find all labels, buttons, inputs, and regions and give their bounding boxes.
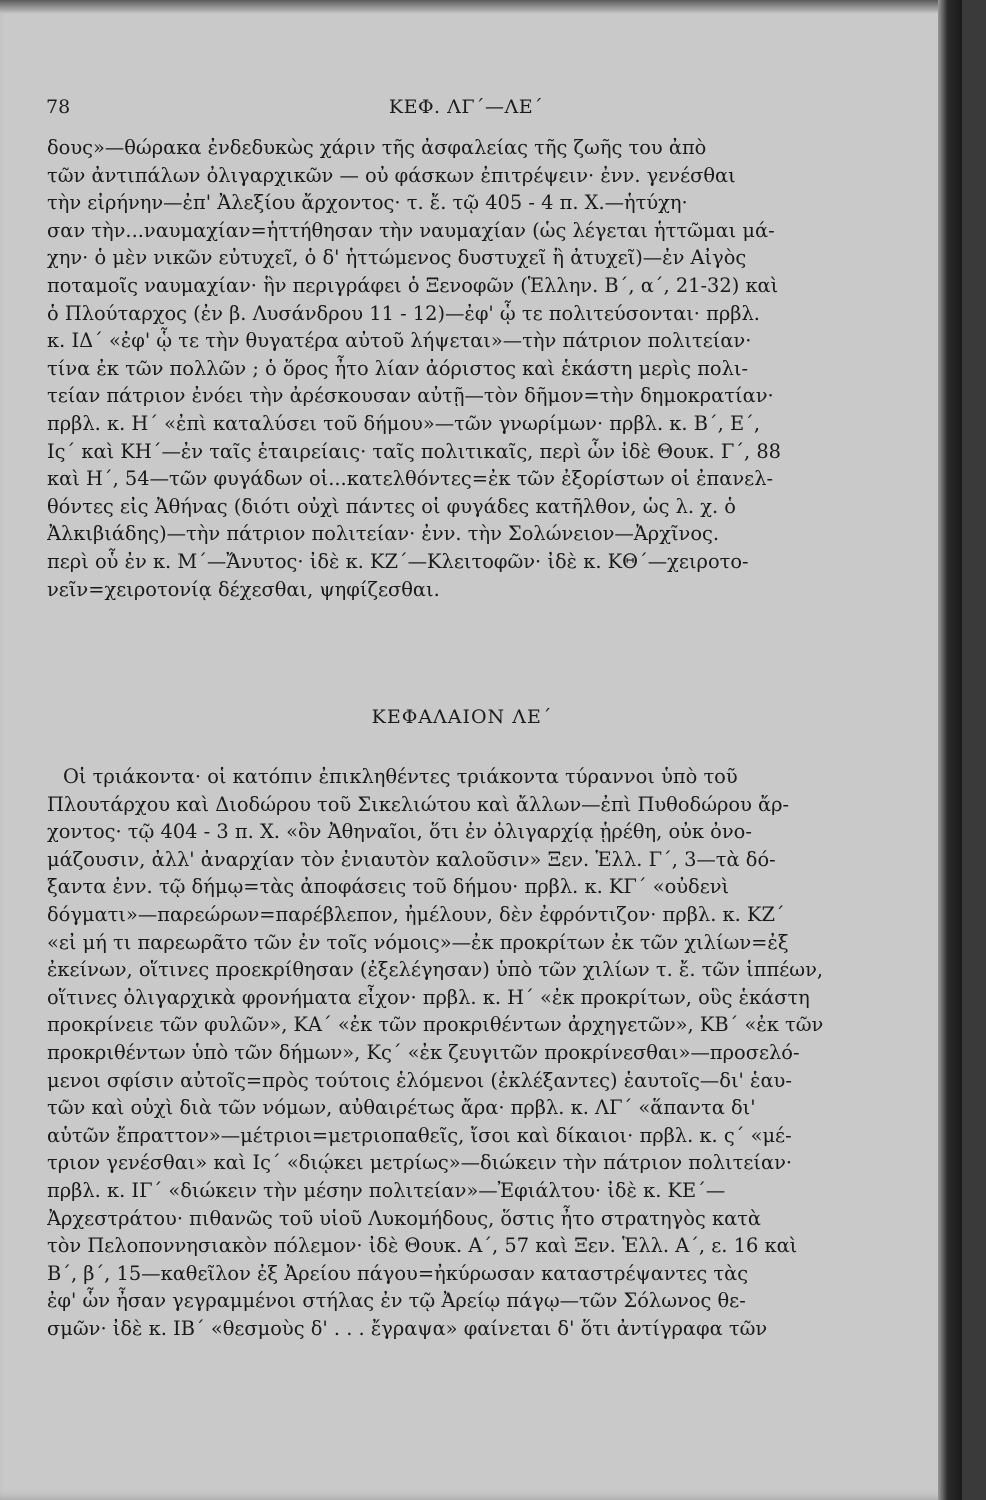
commentary-block-chapter-33: [47, 134, 877, 603]
text-line: νεῖν=χειροτονίᾳ δέχεσθαι, ψηφίζεσθαι.: [47, 577, 440, 601]
text-line: κ. ΙΔ΄ «ἐφ' ᾧ τε τὴν θυγατέρα αὐτοῦ λήψεται»—τὴν πάτριον πολιτείαν·: [47, 329, 752, 353]
text-line: μενοι σφίσιν αὐτοῖς=πρὸς τούτοις ἑλόμενοι (ἐκλέξαντες) ἑαυτοῖς—δι' ἑαυ-: [47, 1068, 792, 1092]
text-line: «εἰ μή τι παρεωρᾶτο τῶν ἐν τοῖς νόμοις»—ἐκ προκρίτων ἐκ τῶν χιλίων=ἐξ: [47, 930, 789, 954]
text-line: οἵτινες ὀλιγαρχικὰ φρονήματα εἶχον· πρβλ. κ. Η΄ «ἐκ προκρίτων, οὓς ἑκάστη: [47, 985, 810, 1009]
text-line: τὸν Πελοποννησιακὸν πόλεμον· ἰδὲ Θουκ. Α΄, 57 καὶ Ξεν. Ἑλλ. Α΄, ε. 16 καὶ: [47, 1234, 798, 1258]
text-line: ἐκείνων, οἵτινες προεκρίθησαν (ἐξελέγησαν) ὑπὸ τῶν χιλίων τ. ἔ. τῶν ἱππέων,: [47, 958, 824, 982]
text-line: θόντες εἰς Ἀθήνας (διότι οὐχὶ πάντες οἱ φυγάδες κατῆλθον, ὡς λ. χ. ὁ: [47, 494, 736, 518]
text-line: Πλουτάρχου καὶ Διοδώρου τοῦ Σικελιώτου καὶ ἄλλων—ἐπὶ Πυθοδώρου ἄρ-: [47, 792, 790, 816]
text-line: μάζουσιν, ἀλλ' ἀναρχίαν τὸν ἐνιαυτὸν καλοῦσιν» Ξεν. Ἑλλ. Γ΄, 3—τὰ δό-: [47, 847, 776, 871]
text-line: περὶ οὗ ἐν κ. Μ΄—Ἄνυτος· ἰδὲ κ. ΚΖ΄—Κλειτοφῶν· ἰδὲ κ. ΚΘ΄—χειροτο-: [47, 549, 749, 573]
text-line: Οἱ τριάκοντα· οἱ κατόπιν ἐπικληθέντες τριάκοντα τύραννοι ὑπὸ τοῦ: [63, 765, 738, 788]
text-line: καὶ Η΄, 54—τῶν φυγάδων οἱ...κατελθόντες=ἐκ τῶν ἐξορίστων οἱ ἐπανελ-: [47, 467, 774, 491]
text-line: τείαν πάτριον ἐνόει τὴν ἀρέσκουσαν αὐτῇ—τὸν δῆμον=τὴν δημοκρατίαν·: [47, 384, 774, 408]
text-line: πρβλ. κ. ΙΓ΄ «διώκειν τὴν μέσην πολιτείαν»—Ἐφιάλτου· ἰδὲ κ. ΚΕ΄—: [47, 1178, 726, 1202]
text-line: σμῶν· ἰδὲ κ. ΙΒ΄ «θεσμοὺς δ' . . . ἔγραψα» φαίνεται δ' ὅτι ἀντίγραφα τῶν: [47, 1316, 768, 1340]
text-line: σαν τὴν...ναυμαχίαν=ἡττήθησαν τὴν ναυμαχίαν (ὡς λέγεται ἡττῶμαι μά-: [47, 218, 775, 242]
page-header: [46, 96, 886, 126]
running-head: ΚΕΦ. ΛΓ΄—ΛΕ΄: [388, 96, 544, 118]
text-line: Β΄, β΄, 15—καθεῖλον ἐξ Ἀρείου πάγου=ἠκύρωσαν καταστρέψαντες τὰς: [47, 1261, 749, 1285]
text-line: ξαντα ἐνν. τῷ δήμῳ=τὰς ἀποφάσεις τοῦ δήμου· πρβλ. κ. ΚΓ΄ «οὐδενὶ: [47, 875, 730, 899]
text-line: προκρίνειε τῶν φυλῶν», ΚΑ΄ «ἐκ τῶν προκριθέντων ἀρχηγετῶν», ΚΒ΄ «ἐκ τῶν: [47, 1013, 824, 1037]
page-gutter-edge: [938, 0, 962, 1500]
text-line: ποταμοῖς ναυμαχίαν· ἣν περιγράφει ὁ Ξενοφῶν (Ἑλλην. Β΄, α΄, 21-32) καὶ: [47, 273, 779, 297]
text-line: δους»—θώρακα ἐνδεδυκὼς χάριν τῆς ἀσφαλείας τῆς ζωῆς του ἀπὸ: [47, 136, 707, 159]
text-line: τὴν εἰρήνην—ἐπ' Ἀλεξίου ἄρχοντος· τ. ἔ. τῷ 405 - 4 π. Χ.—ἡτύχη·: [47, 191, 688, 215]
top-shadow-strip: [0, 0, 962, 14]
text-line: δόγματι»—παρεώρων=παρέβλεπον, ἠμέλουν, δὲν ἐφρόντιζον· πρβλ. κ. ΚΖ΄: [47, 902, 785, 926]
text-line: ἐφ' ὧν ἦσαν γεγραμμένοι στήλας ἐν τῷ Ἀρείῳ πάγῳ—τῶν Σόλωνος θε-: [47, 1289, 746, 1313]
text-line: χοντος· τῷ 404 - 3 π. Χ. «ὃν Ἀθηναῖοι, ὅτι ἐν ὀλιγαρχίᾳ ᾑρέθη, οὐκ ὀνο-: [47, 820, 752, 844]
commentary-block-chapter-35: [47, 763, 877, 1342]
page-number: 78: [46, 96, 71, 118]
text-line: αὑτῶν ἔπραττον»—μέτριοι=μετριοπαθεῖς, ἴσοι καὶ δίκαιοι· πρβλ. κ. ς΄ «μέ-: [47, 1123, 792, 1147]
text-line: τῶν καὶ οὐχὶ διὰ τῶν νόμων, αὐθαιρέτως ἄρα· πρβλ. κ. ΛΓ΄ «ἅπαντα δι': [47, 1096, 756, 1120]
text-line: Ις΄ καὶ ΚΗ΄—ἐν ταῖς ἑταιρείαις· ταῖς πολιτικαῖς, περὶ ὧν ἰδὲ Θουκ. Γ΄, 88: [47, 439, 782, 463]
text-line: Ἀρχεστράτου· πιθανῶς τοῦ υἱοῦ Λυκομήδους, ὅστις ἦτο στρατηγὸς κατὰ: [47, 1206, 761, 1230]
text-line: χην· ὁ μὲν νικῶν εὐτυχεῖ, ὁ δ' ἡττώμενος δυστυχεῖ ἢ ἀτυχεῖ)—ἐν Αἰγὸς: [47, 246, 747, 270]
text-line: πρβλ. κ. Η΄ «ἐπὶ καταλύσει τοῦ δήμου»—τῶν γνωρίμων· πρβλ. κ. Β΄, Ε΄,: [47, 411, 761, 435]
text-line: τῶν ἀντιπάλων ὀλιγαρχικῶν — οὐ φάσκων ἐπιτρέψειν· ἐνν. γενέσθαι: [47, 163, 736, 187]
chapter-title: ΚΕΦΑΛΑΙΟΝ ΛΕ΄: [371, 706, 553, 728]
text-line: Ἀλκιβιάδης)—τὴν πάτριον πολιτείαν· ἐνν. τὴν Σολώνειον—Ἀρχῖνος.: [47, 522, 720, 546]
text-line: τίνα ἐκ τῶν πολλῶν ; ὁ ὅρος ἦτο λίαν ἀόριστος καὶ ἑκάστη μερὶς πολι-: [47, 356, 749, 380]
text-line: ὁ Πλούταρχος (ἐν β. Λυσάνδρου 11 - 12)—ἐφ' ᾧ τε πολιτεύσονται· πρβλ.: [47, 301, 760, 325]
text-line: τριον γενέσθαι» καὶ Ις΄ «διῴκει μετρίως»—διώκειν τὴν πάτριον πολιτείαν·: [47, 1151, 793, 1175]
text-line: προκριθέντων ὑπὸ τῶν δήμων», Κς΄ «ἐκ ζευγιτῶν προκρίνεσθαι»—προσελό-: [47, 1040, 800, 1064]
